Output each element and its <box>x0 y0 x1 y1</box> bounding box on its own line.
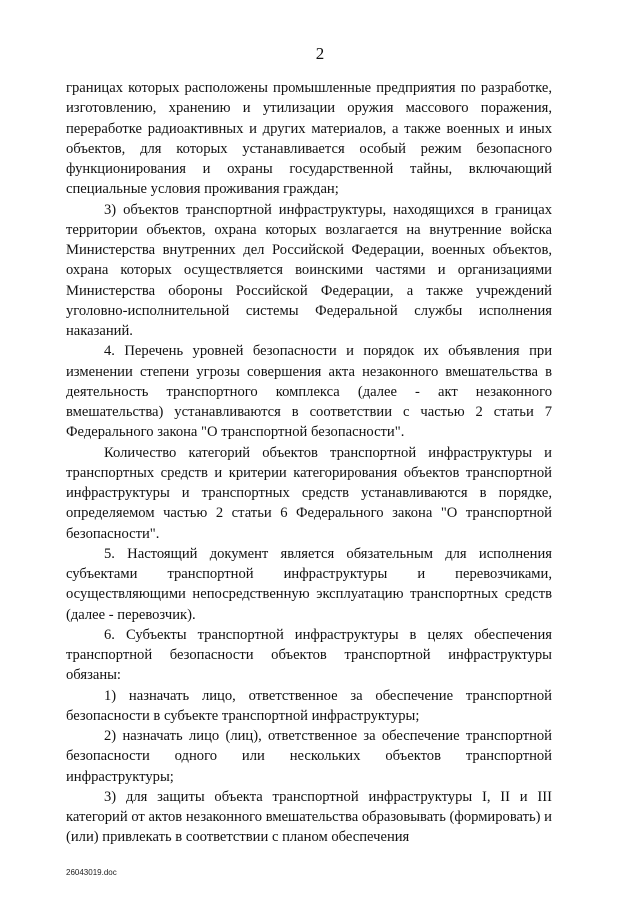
paragraph-subitem-3: 3) для защиты объекта транспортной инфраструктуры I, II и III категорий от актов незаконного вмешательства образовывать (формировать) и (или) привлекать в соответствии с планом обеспечения <box>66 788 552 846</box>
footer-filename: 26043019.doc <box>66 868 117 877</box>
paragraph-section-4: 4. Перечень уровней безопасности и порядок их объявления при изменении степени угрозы совершения акта незаконного вмешательства в деятельность транспортного комплекса (далее - акт незаконного вмешательства) устанавливаются в соответствии с частью 2 статьи 7 Федерального закона "О транспортной безопасности". <box>66 343 552 441</box>
paragraph-subitem-2: 2) назначать лицо (лиц), ответственное за обеспечение транспортной безопасности одного или нескольких объектов транспортной инфраструктуры; <box>66 728 552 785</box>
paragraph-section-6: 6. Субъекты транспортной инфраструктуры в целях обеспечения транспортной безопасности объектов транспортной инфраструктуры обязаны: <box>66 626 552 684</box>
paragraph-item-3: 3) объектов транспортной инфраструктуры, находящихся в границах территории объектов, охрана которых возлагается на внутренние войска Министерства внутренних дел Российской Федерации, военных объектов, охрана которых осуществляется воинскими частями и организациями Министерства обороны Российской Федерации, а также учреждений уголовно-исполнительной системы Федеральной службы исполнения наказаний. <box>66 201 552 339</box>
paragraph-section-5: 5. Настоящий документ является обязательным для исполнения субъектами транспортной инфраструктуры и перевозчиками, осуществляющими непосредственную эксплуатацию транспортных средств (далее - перевозчик). <box>66 545 552 623</box>
page-number: 2 <box>315 44 325 63</box>
paragraph-continuation: границах которых расположены промышленные предприятия по разработке, изготовлению, хранению и утилизации оружия массового поражения, переработке радиоактивных и других материалов, а также военных и иных объектов, для которых устанавливается особый режим безопасного функционирования и охраны государственной тайны, включающий специальные условия проживания граждан; <box>66 80 552 198</box>
paragraph-subitem-1: 1) назначать лицо, ответственное за обеспечение транспортной безопасности в субъекте транспортной инфраструктуры; <box>66 687 552 724</box>
paragraph-categories: Количество категорий объектов транспортной инфраструктуры и транспортных средств и критерии категорирования объектов транспортной инфраструктуры и транспортных средств устанавливаются в порядке, определяемом частью 2 статьи 6 Федерального закона "О транспортной безопасности". <box>66 444 552 542</box>
document-body <box>66 78 552 848</box>
